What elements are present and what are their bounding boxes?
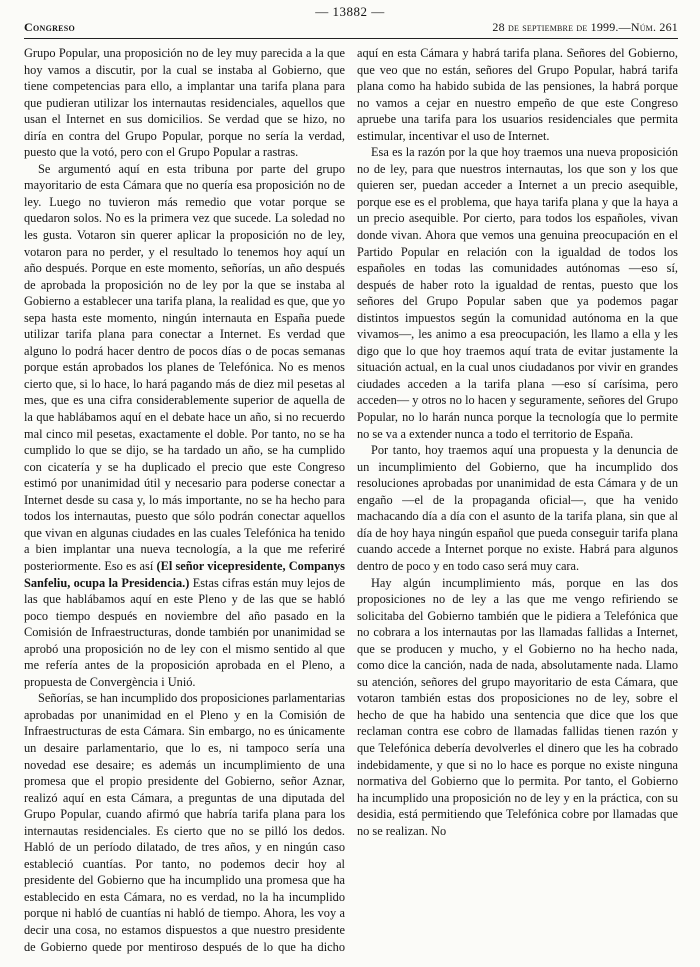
paragraph-4: Esa es la razón por la que hoy traemos una nueva proposición no de ley, para que nuestros internautas, los que son y los que quieren ser, puedan acceder a Internet a un precio asequible, porque ese es el problema, que haya tarifa plana y que la haya a un precio asequible. Por cierto, para todos los españoles, vivan donde vivan. Ahora que vemos una genuina preocupación en el Partido Popular en relación con la igualdad de todos los españoles en todas las comunidades autónomas —eso sí, después de haber roto la igualdad de rentas, puesto que los señores del Grupo Popular saben que ya podemos pagar distintos impuestos según la comunidad autónoma en la que vivamos—, les animo a esa preocupación, les llamo a ella y les digo que lo que hoy traemos aquí trata de evitar justamente la situación actual, en la cual unos ciudadanos por vivir en grandes ciudades acceden a la tarifa plana —eso sí carísima, pero acceden— y otros no lo hacen y seguramente, señores del Grupo Popular, no lo harán nunca porque la tecnología que lo permite no se va a extender nunca a todo el territorio de España.	[357, 145, 678, 441]
header-rule	[24, 38, 678, 39]
paragraph-6: Hay algún incumplimiento más, porque en las dos proposiciones no de ley a las que me vengo refiriendo se solicitaba del Gobierno también que le pidiera a Telefónica que no cobrara a los internautas por las llamadas fallidas a Internet, que se producen y mucho, y el Gobierno no ha hecho nada, como dice la canción, nada de nada, absolutamente nada. Llamo su atención, señores del grupo mayoritario de esta Cámara, que votaron también estas dos proposiciones no de ley, sobre el hecho de que ha habido una sentencia que dice que los que reclaman contra ese cobro de llamadas fallidas tienen razón y que Telefónica debería devolverles el dinero que les ha cobrado indebidamente, y que si no lo hace es porque no existe ninguna normativa del Gobierno que lo permita. Por tanto, el Gobierno ha incumplido una proposición no de ley y en la práctica, con su desidia, está permitiendo que Telefónica cobre por llamadas que no se realizan. No	[357, 575, 678, 838]
body-text	[24, 45, 678, 961]
header-publication: Congreso	[24, 20, 76, 34]
page-number: — 13882 —	[315, 4, 385, 19]
running-header	[24, 20, 678, 38]
paragraph-1: Grupo Popular, una proposición no de ley muy parecida a la que hoy vamos a discutir, por la cual se instaba al Gobierno, que tiene competencias para ello, a implantar una tarifa plana para que pudieran utilizar los internautas residenciales, aquellos que usan el Internet en sus domicilios. Se verdad que se hizo, no diría en contra del Grupo Popular, porque no sería la verdad, puesto que la votó, pero con el Grupo Popular a rastras.	[24, 46, 345, 160]
paragraph-5: Por tanto, hoy traemos aquí una propuesta y la denuncia de un incumplimiento del Gobierno, que ha incumplido dos resoluciones aprobadas por unanimidad de esta Cámara y de un engaño —el de la propaganda oficial—, que ha venido machacando día a día con el asunto de la tarifa plana, sin que al día de hoy haya ningún español que pueda conseguir tarifa plana cuando accede a Internet porque no existe. Habrá para algunos dentro de poco y en todo caso será muy cara.	[357, 443, 678, 573]
presidency-note: (El señor vicepresidente, Companys Sanfeliu, ocupa la Presidencia.)	[24, 558, 345, 590]
paragraph-2-text: Se argumentó aquí en esta tribuna por parte del grupo mayoritario de esta Cámara que no quería esa proposición no de ley. Luego no tuvieron más remedio que votar porque se quedaron solos. No es la primera vez que sucede. La soledad no les gusta. Votaron sin querer aplicar la proposición no de ley, votaron para no perder, y el resultado lo tenemos hoy aquí un año después. Porque en este momento, señorías, un año después de aprobada la proposición no de ley por la que se instaba al Gobierno a establecer una tarifa plana, la realidad es que, que yo sepa hasta este momento, ningún internauta en España puede utilizar tarifa plana para conectar a Internet. Es verdad que alguno lo podrá hacer dentro de pocos días o de pocas semanas porque están aprobados los planes de Telefónica. No es menos cierto que, si lo hace, lo hará pagando más de diez mil pesetas al mes, que es una cifra considerablemente superior de aquella de la que hablábamos aquí en el debate hace un año, si no recuerdo mal cinco mil pesetas, exactamente el doble. Por tanto, no se ha cumplido lo que se dijo, se ha tardado un año, se ha cumplido con cicatería y se ha duplicado el precio que este Congreso estimó por unanimidad útil y necesario para poderse conectar a Internet desde su casa y, lo más importante, no se ha hecho para todos los internautas, puesto que sólo podrán conectar aquellos que vivan en algunas ciudades en las cuales Telefónica ha tenido a bien implantar una nueva tecnología, a la que me referiré posteriormente. Eso es así	[24, 161, 345, 573]
paragraph-2-tail: Estas cifras están muy lejos de las que hablábamos aquí en este Pleno y de las que se habló poco tiempo después en noviembre del año pasado en la Comisión de Infraestructuras, donde también por unanimidad se aprobó una proposición no de ley con el mismo sentido al que me refería antes de la proposición aprobada en el Pleno, a propuesta de Convergència i Unió.	[24, 575, 345, 689]
header-date-issue: 28 de septiembre de 1999.—Núm. 261	[492, 20, 678, 34]
paragraph-3: Señorías, se han incumplido dos proposiciones parlamentarias aprobadas por unanimidad en el Pleno y en la Comisión de Infraestructuras de esta Cámara. Sin embargo, no es únicamente un desaire parlamentario, que lo es, ni tampoco sería una novedad ese desaire; es además un incumplimiento de una promesa que el propio presidente del Gobierno, señor Aznar, realizó aquí en esta Cámara, a preguntas de una diputada del Grupo Popular, cuando afirmó que habría tarifa plana para los internautas residenciales. Es cierto que no se pilló los dedos. Habló de un período dilatado, de tres años, y en ningún caso estableció cuantías. Por tanto, no podemos decir hoy al presidente del Gobierno que ha incumplido una promesa que ha establecido en esta Cámara, no es verdad, no la ha incumplido porque ni habló de cuantías ni habló de tiempo. Ahora, les voy a decir una cosa, no estamos dispuestos a que nuestro presidente de Gobierno quede por mentiroso después de lo que ha dicho aquí en esta Cámara y habrá tarifa plana. Señores del Gobierno, que veo que no están, señores del Grupo Popular, habrá tarifa plana como ha habido subida de las pensiones, la habrá porque no vamos a cejar en nuestro empeño de que este Congreso apruebe una tarifa para los usuarios residenciales que permita estimular, incentivar el uso de Internet.	[24, 46, 678, 954]
paragraph-2	[24, 161, 345, 691]
